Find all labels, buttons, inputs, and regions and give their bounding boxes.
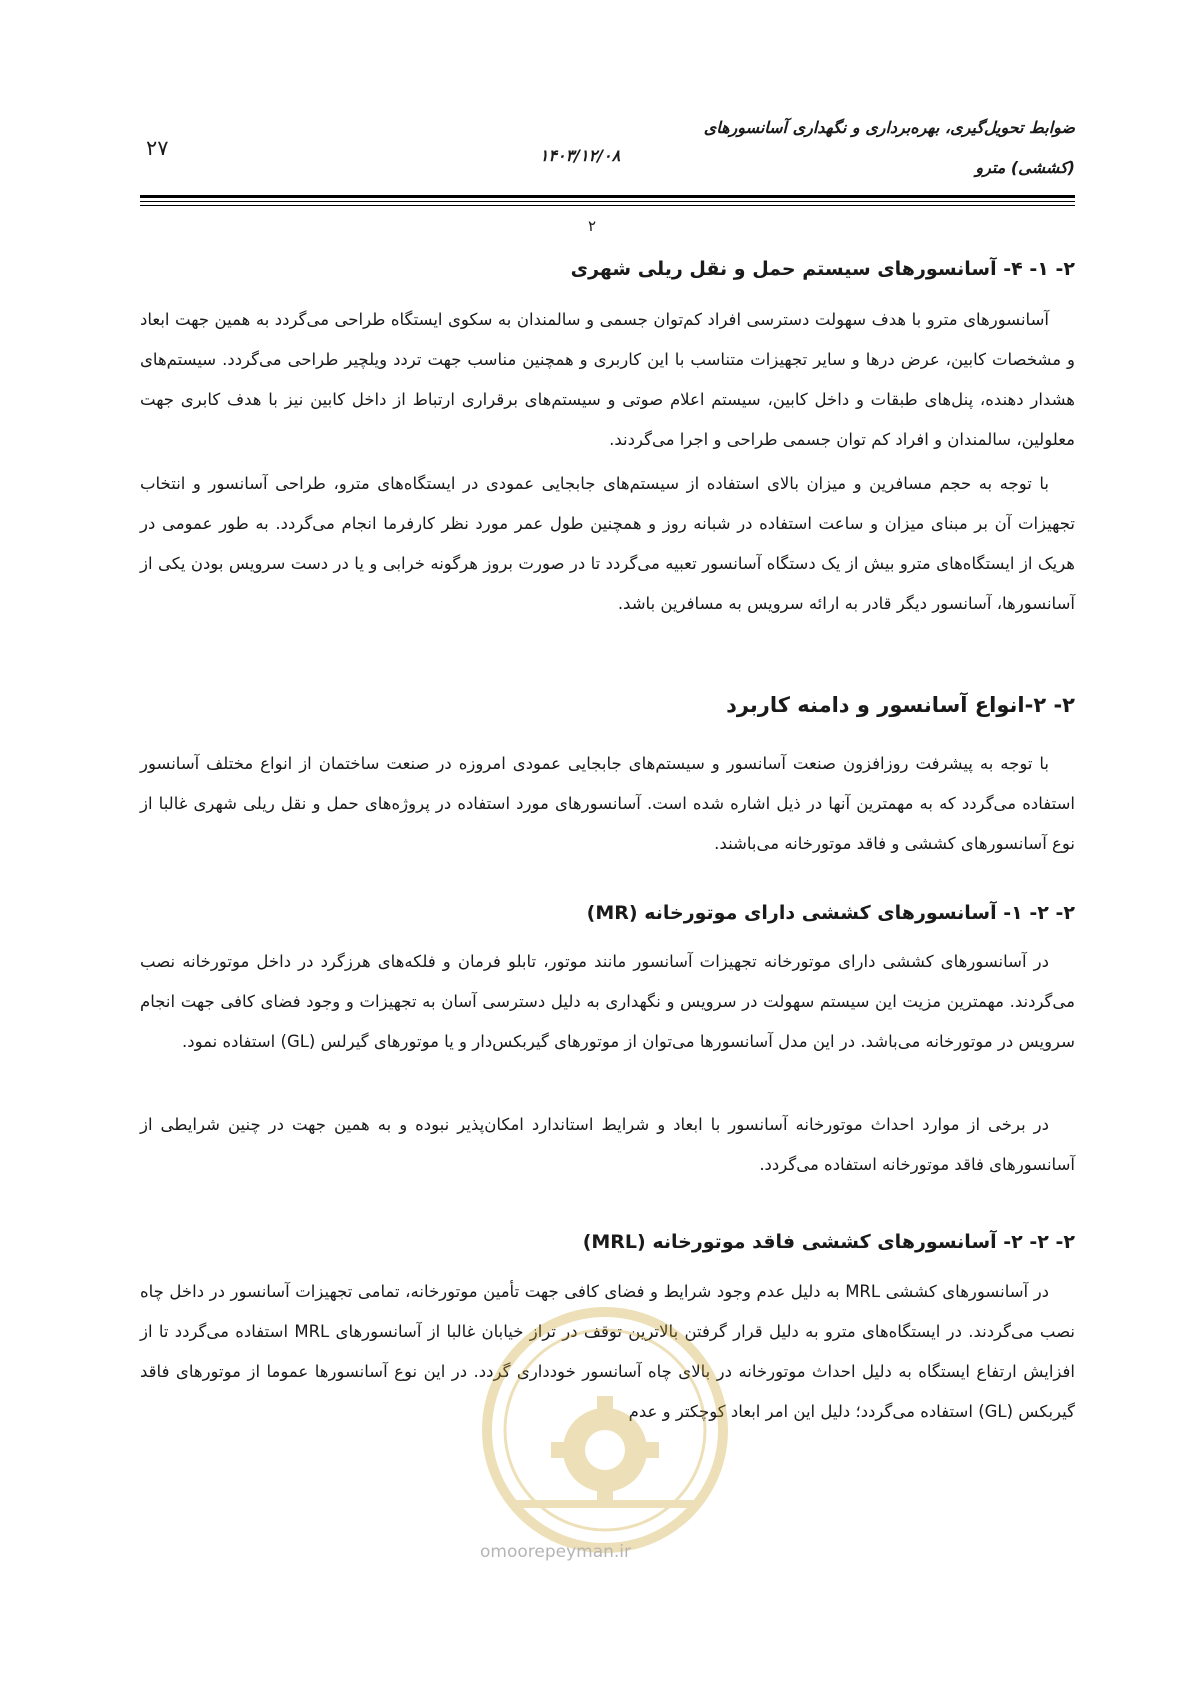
paragraph: با توجه به حجم مسافرین و میزان بالای استفاده از سیستم‌های جابجایی عمودی در ایستگاه‌های مترو، طراحی آسانسور و انتخاب تجهیزات آن بر مبنای میزان و ساعت استفاده در شبانه روز و همچنین طول عمر مورد نظر کارفرما انجام می‌گردد. به طور عمومی در هریک از ایستگاه‌های مترو بیش از یک دستگاه آسانسور تعبیه می‌گردد تا در صورت بروز هرگونه خرابی و یا در دست سرویس بودن یکی از آسانسورها، آسانسور دیگر قادر به ارائه سرویس به مسافرین باشد. xyxy=(140,474,1075,613)
section-heading: ۲- ۲- ۱- آسانسورهای کششی دارای موتورخانه (MR) xyxy=(586,902,1075,924)
header-rule-thin-2 xyxy=(140,205,1075,206)
paragraph: در آسانسورهای کششی دارای موتورخانه تجهیزات آسانسور مانند موتور، تابلو فرمان و فلکه‌های هرزگرد در داخل موتورخانه نصب می‌گردند. مهمترین مزیت این سیستم سهولت در سرویس و نگهداری به دلیل دسترسی آسان به تجهیزات و وجود فضای کافی جهت انجام سرویس در موتورخانه می‌باشد. در این مدل آسانسورها می‌توان از موتورهای گیربکس‌دار و یا موتورهای گیرلس (GL) استفاده نمود. xyxy=(140,952,1075,1051)
header-title-line1: ضوابط تحویل‌گیری، بهره‌برداری و نگهداری آسانسورهای xyxy=(703,118,1075,137)
section-heading: ۲- ۲-انواع آسانسور و دامنه کاربرد xyxy=(726,693,1075,717)
page-number: ۲۷ xyxy=(146,136,169,160)
paragraph: در برخی از موارد احداث موتورخانه آسانسور با ابعاد و شرایط استاندارد امکان‌پذیر نبوده و به همین جهت در چنین شرایطی از آسانسورهای فاقد موتورخانه استفاده می‌گردد. xyxy=(140,1115,1075,1174)
header-title-line2: (کششی) مترو xyxy=(975,158,1075,177)
paragraph: آسانسورهای مترو با هدف سهولت دسترسی افراد کم‌توان جسمی و سالمندان به سکوی ایستگاه طراحی می‌گردد به همین جهت ابعاد و مشخصات کابین، عرض درها و سایر تجهیزات متناسب با این کاربری و همچنین مناسب جهت تردد ویلچیر طراحی می‌گردد. سیستم‌های هشدار دهنده، پنل‌های طبقات و داخل کابین، سیستم اعلام صوتی و سیستم‌های برقراری ارتباط از داخل کابین نیز با هدف کابری جهت معلولین، سالمندان و افراد کم توان جسمی طراحی و اجرا می‌گردند. xyxy=(140,310,1075,449)
header-rule-thin xyxy=(140,201,1075,202)
header-date: ۱۴۰۳/۱۲/۰۸ xyxy=(539,146,621,165)
section-heading: ۲- ۲- ۲- آسانسورهای کششی فاقد موتورخانه (MRL) xyxy=(582,1231,1075,1253)
header-rule-thick xyxy=(140,195,1075,198)
watermark-url: omoorepeyman.ir xyxy=(480,1542,632,1562)
paragraph: در آسانسورهای کششی MRL به دلیل عدم وجود شرایط و فضای کافی جهت تأمین موتورخانه، تمامی تجهیزات آسانسور در داخل چاه نصب می‌گردند. در ایستگاه‌های مترو به دلیل قرار گرفتن بالاترین توقف در تراز خیابان غالبا از آسانسورهای MRL استفاده می‌گردد تا از افزایش ارتفاع ایستگاه به دلیل احداث موتورخانه در بالای چاه آسانسور خودداری گردد. در این نوع آسانسورها عموما از موتورهای فاقد گیربکس (GL) استفاده می‌گردد؛ دلیل این امر ابعاد کوچکتر و عدم xyxy=(140,1282,1076,1421)
header-title xyxy=(635,108,1075,188)
section-heading: ۲- ۱- ۴- آسانسورهای سیستم حمل و نقل ریلی شهری xyxy=(570,258,1075,280)
paragraph: با توجه به پیشرفت روزافزون صنعت آسانسور و سیستم‌های جابجایی عمودی امروزه در صنعت ساختمان از انواع مختلف آسانسور استفاده می‌گردد که به مهمترین آنها در ذیل اشاره شده است. آسانسورهای مورد استفاده در پروژه‌های حمل و نقل ریلی شهری غالبا از نوع آسانسورهای کششی و فاقد موتورخانه می‌باشند. xyxy=(140,754,1075,853)
sub-page-number: ۲ xyxy=(588,217,597,235)
